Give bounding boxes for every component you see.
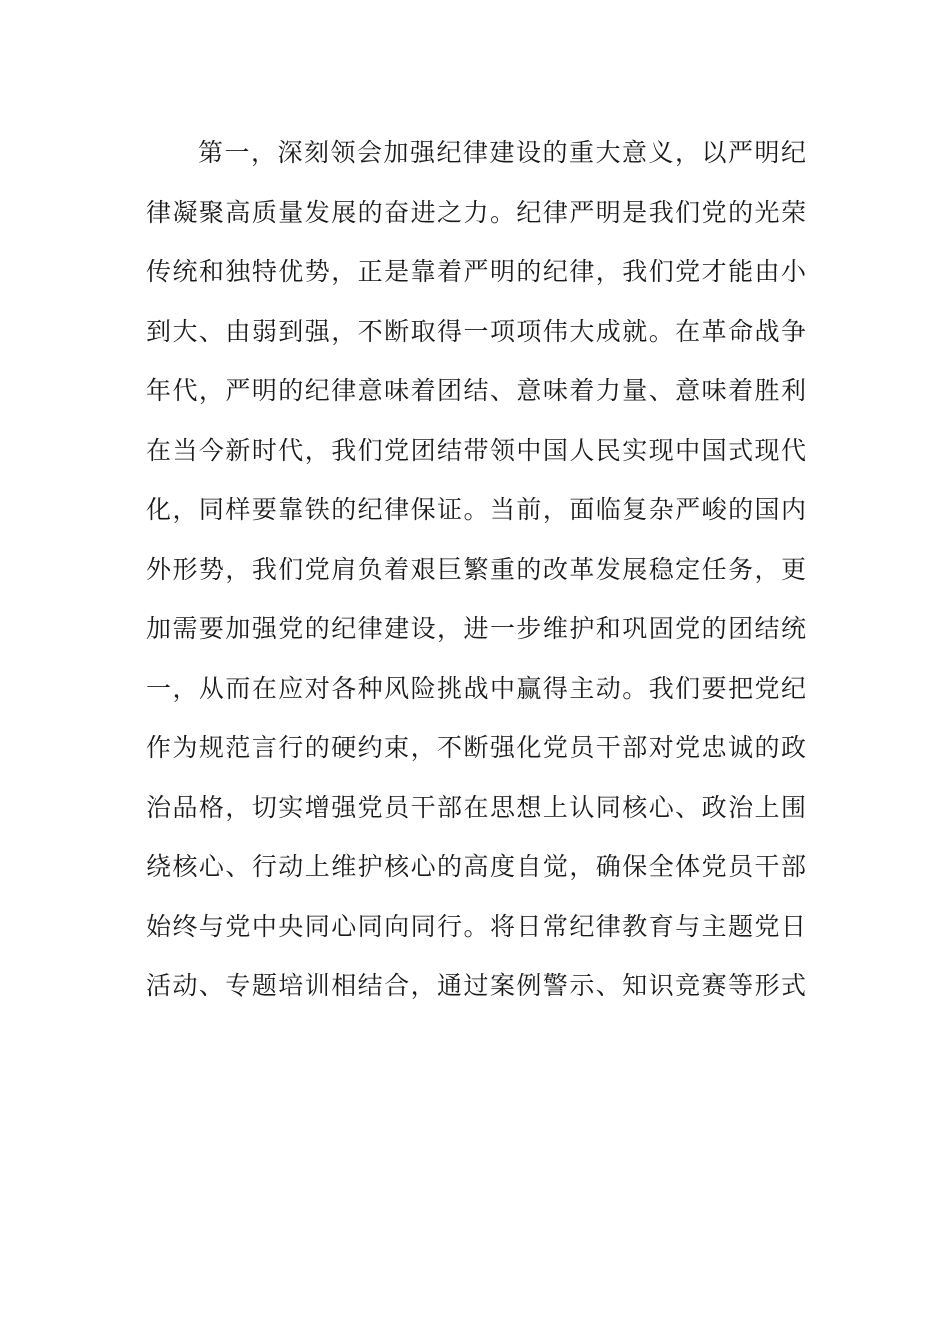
text-line: 律凝聚高质量发展的奋进之力。纪律严明是我们党的光荣 bbox=[146, 197, 806, 227]
text-line: 传统和独特优势，正是靠着严明的纪律，我们党才能由小 bbox=[146, 257, 806, 286]
text-line: 作为规范言行的硬约束，不断强化党员干部对党忠诚的政 bbox=[146, 733, 806, 762]
text-line: 年代，严明的纪律意味着团结、意味着力量、意味着胜利 bbox=[146, 376, 806, 405]
text-line: 到大、由弱到强，不断取得一项项伟大成就。在革命战争 bbox=[146, 316, 806, 346]
paragraph bbox=[146, 126, 806, 1019]
text-line: 活动、专题培训相结合，通过案例警示、知识竞赛等形式 bbox=[146, 971, 806, 1000]
text-line: 绕核心、行动上维护核心的高度自觉，确保全体党员干部 bbox=[146, 852, 806, 881]
text-line: 始终与党中央同心同向同行。将日常纪律教育与主题党日 bbox=[146, 911, 806, 941]
text-line: 在当今新时代，我们党团结带领中国人民实现中国式现代 bbox=[146, 435, 806, 465]
text-line: 化，同样要靠铁的纪律保证。当前，面临复杂严峻的国内 bbox=[146, 495, 806, 524]
text-line: 外形势，我们党肩负着艰巨繁重的改革发展稳定任务，更 bbox=[146, 554, 806, 584]
text-line: 治品格，切实增强党员干部在思想上认同核心、政治上围 bbox=[146, 792, 806, 822]
text-line: 第一，深刻领会加强纪律建设的重大意义，以严明纪 bbox=[198, 138, 806, 167]
text-line: 加需要加强党的纪律建设，进一步维护和巩固党的团结统 bbox=[146, 614, 806, 643]
text-line: 一，从而在应对各种风险挑战中赢得主动。我们要把党纪 bbox=[146, 673, 806, 703]
